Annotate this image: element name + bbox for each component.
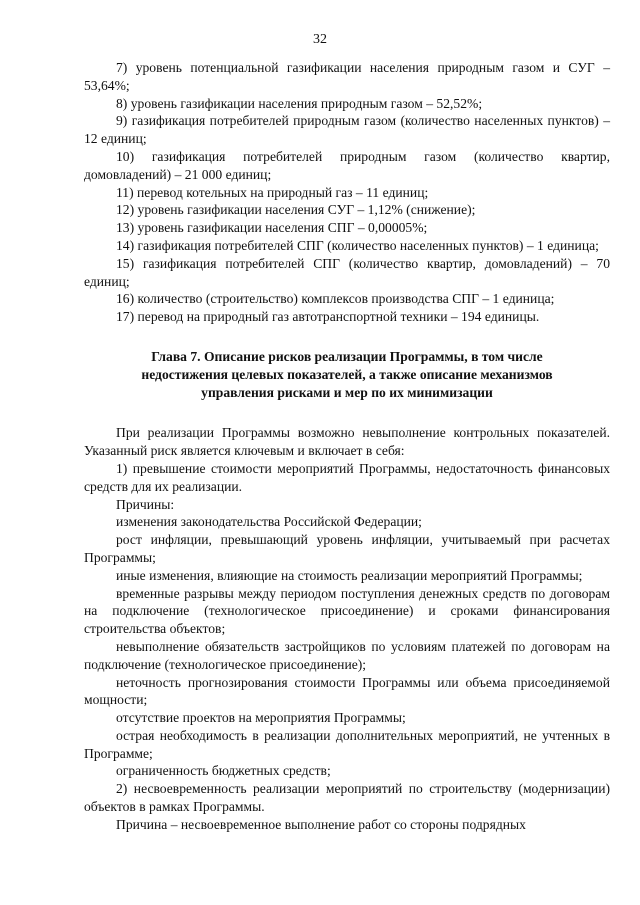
paragraph: неточность прогнозирования стоимости Программы или объема присоединяемой мощности;: [84, 674, 610, 708]
paragraph: ограниченность бюджетных средств;: [116, 763, 331, 779]
paragraph: 1) превышение стоимости мероприятий Программы, недостаточность финансовых средств для их реализации.: [84, 460, 610, 494]
paragraph: 2) несвоевременность реализации мероприятий по строительству (модернизации) объектов в рамках Программы.: [84, 781, 610, 815]
paragraph: Причина – несвоевременное выполнение работ со стороны подрядных: [116, 816, 526, 832]
list-item: 13) уровень газификации населения СПГ – 0,00005%;: [116, 220, 428, 236]
list-item: 11) перевод котельных на природный газ – 11 единиц;: [116, 184, 429, 200]
target-indicators-list: [84, 59, 610, 326]
list-item: 8) уровень газификации населения природным газом – 52,52%;: [116, 95, 483, 111]
page-number: 32: [313, 32, 327, 47]
list-item: 7) уровень потенциальной газификации населения природным газом и СУГ – 53,64%;: [84, 60, 610, 93]
paragraph: отсутствие проектов на мероприятия Программы;: [116, 710, 406, 726]
chapter-heading-line: Глава 7. Описание рисков реализации Программы, в том числе: [151, 348, 543, 364]
paragraph: невыполнение обязательств застройщиков по условиям платежей по договорам на подключение (технологическое присоединение);: [84, 638, 610, 672]
paragraph: рост инфляции, превышающий уровень инфляции, учитываемый при расчетах Программы;: [84, 532, 610, 565]
list-item: 10) газификация потребителей природным газом (количество квартир, домовладений) – 21 000 единиц;: [84, 148, 610, 182]
paragraph: иные изменения, влияющие на стоимость реализации мероприятий Программы;: [116, 567, 583, 583]
risk-section: [84, 424, 610, 833]
paragraph: При реализации Программы возможно невыполнение контрольных показателей. Указанный риск является ключевым и включает в себя:: [84, 425, 610, 459]
chapter-heading-line: недостижения целевых показателей, а также описание механизмов: [141, 366, 553, 382]
paragraph: временные разрывы между периодом поступления денежных средств по договорам на подключение (технологическое присоединение) и сроками финансирования строительства объектов;: [84, 585, 610, 637]
paragraph: острая необходимость в реализации дополнительных мероприятий, не учтенных в Программе;: [84, 727, 610, 761]
list-item: 14) газификация потребителей СПГ (количество населенных пунктов) – 1 единица;: [116, 237, 599, 253]
paragraph: изменения законодательства Российской Федерации;: [116, 514, 422, 530]
list-item: 15) газификация потребителей СПГ (количество квартир, домовладений) – 70 единиц;: [84, 255, 610, 289]
list-item: 12) уровень газификации населения СУГ – 1,12% (снижение);: [116, 202, 476, 218]
page-content: [84, 59, 610, 834]
list-item: 17) перевод на природный газ автотранспортной техники – 194 единицы.: [116, 309, 540, 325]
paragraph: Причины:: [116, 496, 175, 512]
list-item: 9) газификация потребителей природным газом (количество населенных пунктов) – 12 единиц;: [84, 113, 610, 147]
list-item: 16) количество (строительство) комплексов производства СПГ – 1 единица;: [116, 291, 555, 307]
chapter-heading: [84, 348, 610, 401]
chapter-heading-line: управления рисками и мер по их минимизации: [201, 384, 493, 400]
